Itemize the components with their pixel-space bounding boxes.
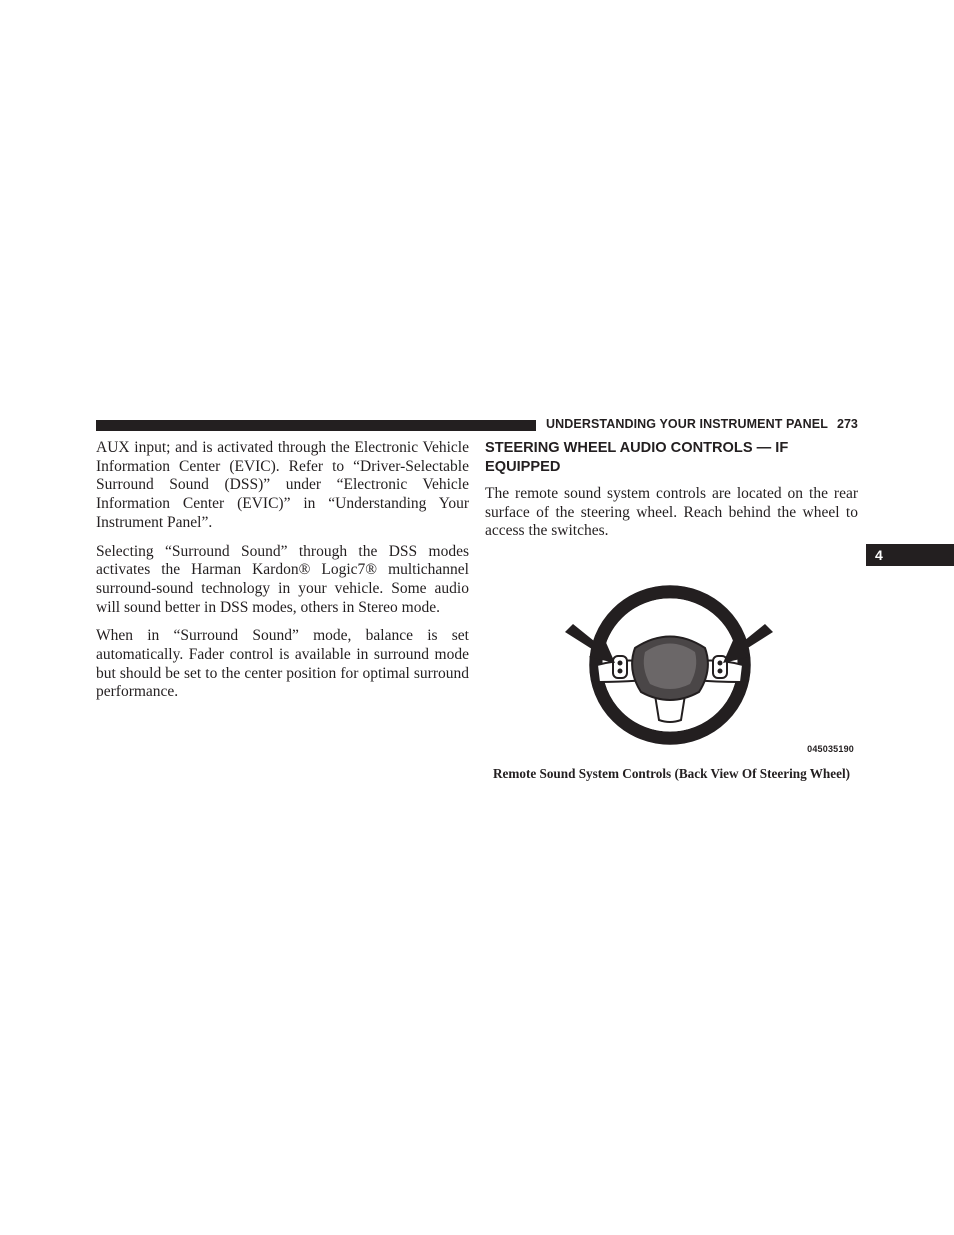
- chapter-tab-label: 4: [875, 547, 883, 563]
- left-column: [96, 439, 469, 712]
- steering-wheel-icon: [485, 570, 858, 750]
- figure-caption: Remote Sound System Controls (Back View Of Steering Wheel): [492, 766, 851, 781]
- running-header-title: UNDERSTANDING YOUR INSTRUMENT PANEL: [546, 417, 828, 431]
- body-paragraph: Selecting “Surround Sound” through the DSS modes activates the Harman Kardon® Logic7® multichannel surround-sound technology in your vehicle. Some audio will sound better in DSS modes, others in Stereo mode.: [96, 542, 469, 616]
- body-paragraph: The remote sound system controls are located on the rear surface of the steering wheel. Reach behind the wheel to access the switches.: [485, 485, 858, 540]
- header-rule: [96, 420, 536, 431]
- body-paragraph: AUX input; and is activated through the Electronic Vehicle Information Center (EVIC). Refer to “Driver-Selectable Surround Sound (DSS)” under “Electronic Vehicle Information Center (EVIC)” in “Understanding Your Instrument Panel”.: [96, 439, 469, 531]
- chapter-tab: [866, 544, 954, 566]
- right-column: [485, 439, 858, 551]
- section-heading: STEERING WHEEL AUDIO CONTROLS — IF EQUIPPED: [485, 440, 789, 475]
- figure-id: 045035190: [807, 744, 854, 754]
- page-number: 273: [837, 417, 858, 431]
- body-paragraph: When in “Surround Sound” mode, balance is set automatically. Fader control is available in surround mode but should be set to the center position for optimal surround performance.: [96, 627, 469, 701]
- steering-wheel-figure: [485, 570, 858, 760]
